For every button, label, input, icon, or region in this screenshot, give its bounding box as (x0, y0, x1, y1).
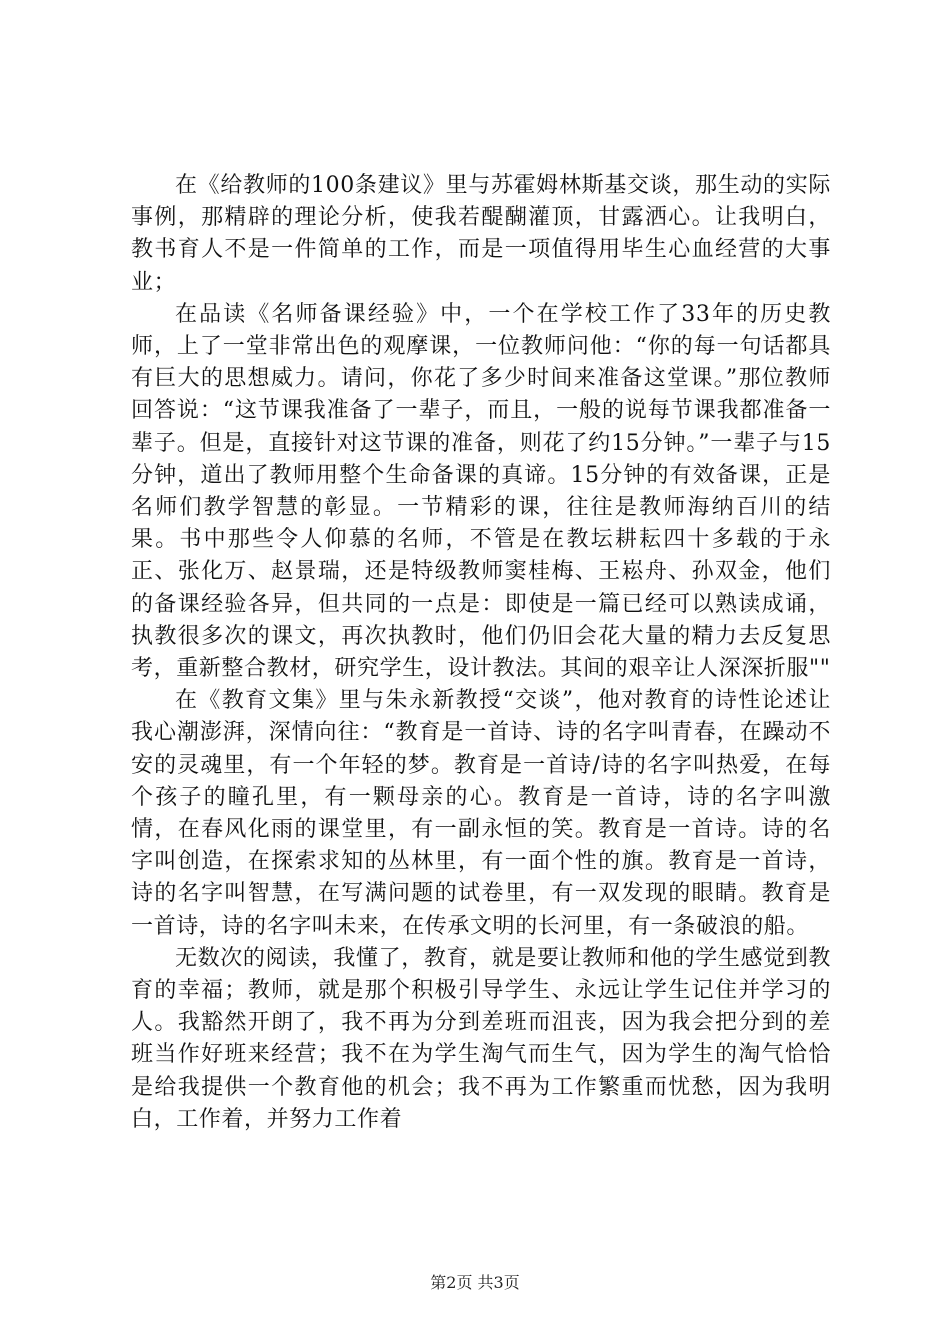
document-body (131, 170, 831, 1136)
paragraph-3: 在《教育文集》里与朱永新教授“交谈”，他对教育的诗性论述让我心潮澎湃，深情向往：“教育是一首诗、诗的名字叫青春，在躁动不安的灵魂里，有一个年轻的梦。教育是一首诗/诗的名字叫热爱，在每个孩子的瞳孔里，有一颗母亲的心。教育是一首诗，诗的名字叫激情，在春风化雨的课堂里，有一副永恒的笑。教育是一首诗。诗的名字叫创造，在探索求知的丛林里，有一面个性的旗。教育是一首诗，诗的名字叫智慧，在写满问题的试卷里，有一双发现的眼睛。教育是一首诗，诗的名字叫未来，在传承文明的长河里，有一条破浪的船。 (131, 688, 831, 939)
paragraph-4: 无数次的阅读，我懂了，教育，就是要让教师和他的学生感觉到教育的幸福；教师，就是那个积极引导学生、永远让学生记住并学习的人。我豁然开朗了，我不再为分到差班而沮丧，因为我会把分到的差班当作好班来经营；我不在为学生淘气而生气，因为学生的淘气恰恰是给我提供一个教育他的机会；我不再为工作繁重而忧愁，因为我明白，工作着，并努力工作着 (131, 945, 831, 1132)
paragraph-1: 在《给教师的100条建议》里与苏霍姆林斯基交谈，那生动的实际事例，那精辟的理论分析，使我若醍醐灌顶，甘露洒心。让我明白，教书育人不是一件简单的工作，而是一项值得用毕生心血经营的大事业； (131, 173, 831, 295)
paragraph-2: 在品读《名师备课经验》中，一个在学校工作了33年的历史教师，上了一堂非常出色的观摩课，一位教师问他：“你的每一句话都具有巨大的思想威力。请问，你花了多少时间来准备这堂课。”那位教师回答说：“这节课我准备了一辈子，而且，一般的说每节课我都准备一辈子。但是，直接针对这节课的准备，则花了约15分钟。”一辈子与15分钟，道出了教师用整个生命备课的真谛。15分钟的有效备课，正是名师们教学智慧的彰显。一节精彩的课，往往是教师海纳百川的结果。书中那些令人仰慕的名师，不管是在教坛耕耘四十多载的于永正、张化万、赵景瑞，还是特级教师窦桂梅、王崧舟、孙双金，他们的备课经验各异，但共同的一点是：即使是一篇已经可以熟读成诵，执教很多次的课文，再次执教时，他们仍旧会花大量的精力去反复思考，重新整合教材，研究学生，设计教法。其间的艰辛让人深深折服"" (131, 301, 831, 682)
page-number-footer: 第2页 共3页 (430, 1273, 520, 1292)
